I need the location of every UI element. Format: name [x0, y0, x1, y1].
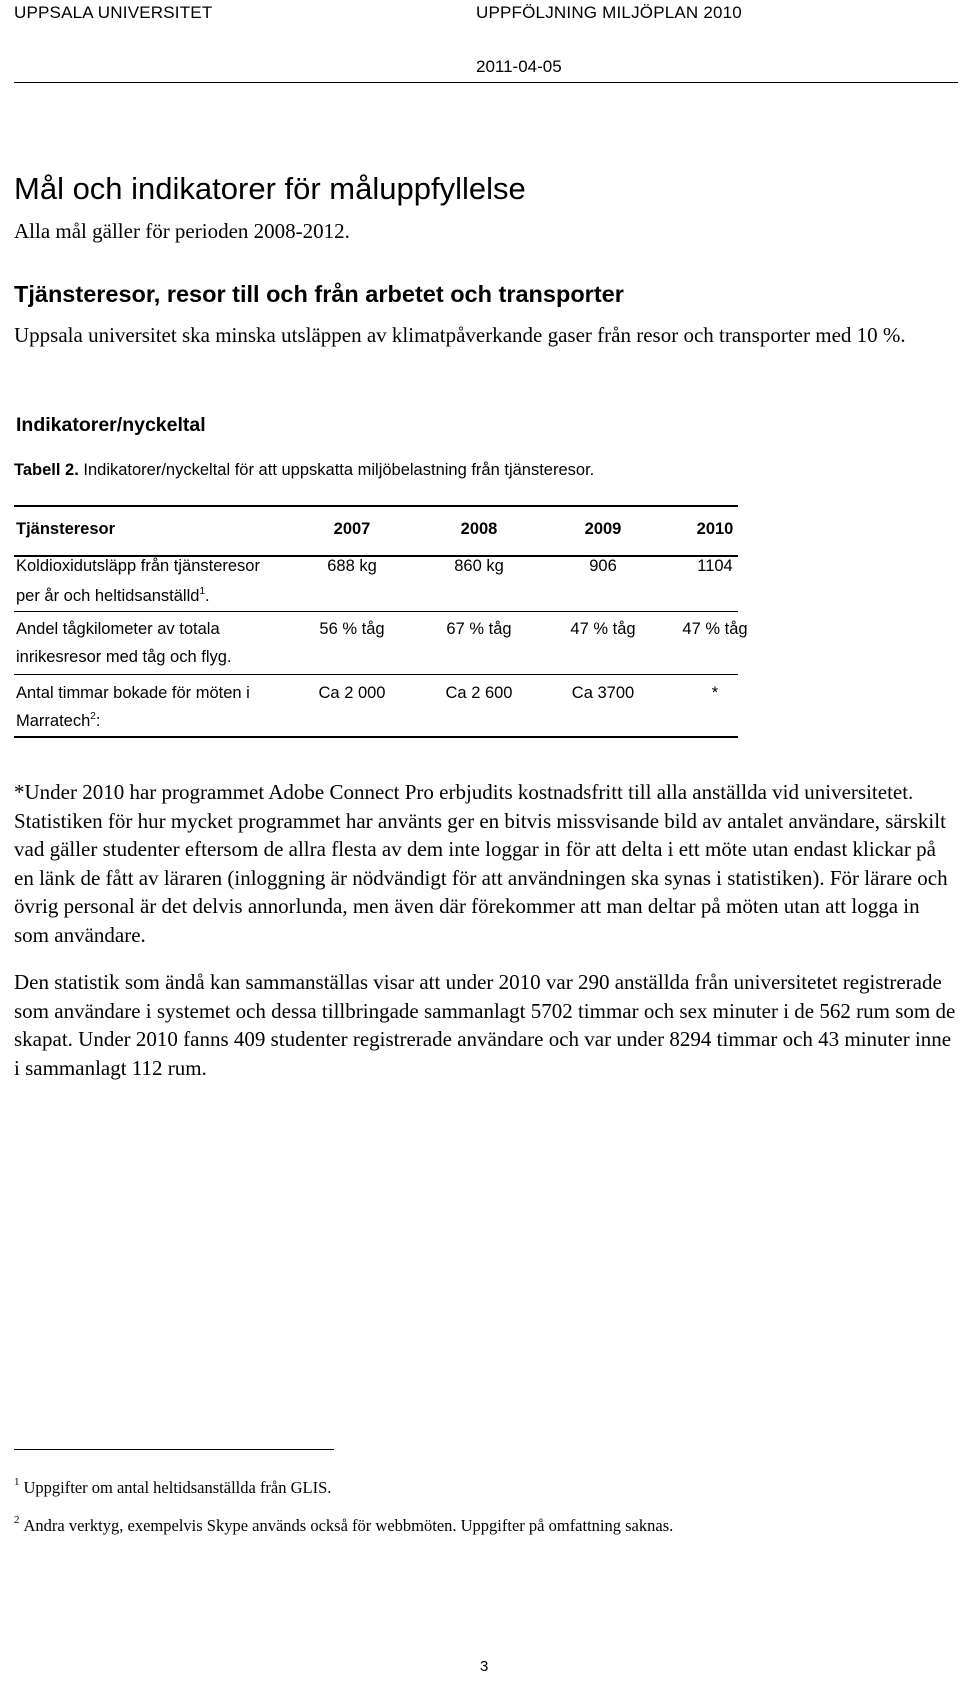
table-row-divider: [14, 674, 738, 675]
header-divider: [14, 82, 958, 83]
table-caption-text: Indikatorer/nyckeltal för att uppskatta miljöbelastning från tjänsteresor.: [78, 461, 595, 479]
row-value-2008: Ca 2 600: [445, 684, 513, 702]
page-number: 3: [480, 1658, 489, 1675]
row-value-2007: 688 kg: [327, 557, 377, 575]
page-title: Mål och indikatorer för måluppfyllelse: [14, 171, 526, 206]
row-label-line2: [16, 586, 210, 606]
footnote-ref: 1: [199, 586, 206, 597]
table-header-label: Tjänsteresor: [16, 520, 116, 538]
section-title: Tjänsteresor, resor till och från arbetet och transporter: [14, 281, 624, 307]
row-value-2009: 47 % tåg: [570, 620, 636, 638]
table-header-2010: 2010: [696, 520, 734, 538]
row-label-line2: [16, 711, 100, 731]
row-value-2009: Ca 3700: [571, 684, 635, 702]
note-paragraph: *Under 2010 har programmet Adobe Connect Pro erbjudits kostnadsfritt till alla anställda vid universitetet. Statistiken för hur mycket programmet har använts ger en bitvis missvisande bild av antalet användare, särskilt vad gäller studenter eftersom de allra flesta av dem inte loggar in för att delta i ett möte utan endast klickar på en länk de fått av läraren (inloggning är nödvändigt för att användningen ska synas i statistiken). För lärare och övrig personal är det delvis annorlunda, men även där förekommer att man deltar på möten utan att logga in som användare.: [14, 780, 948, 947]
header-document-title: UPPFÖLJNING MILJÖPLAN 2010: [476, 3, 742, 22]
footnote-ref: 2: [90, 711, 96, 722]
table-header-2009: 2009: [584, 520, 622, 538]
row-value-2007: 56 % tåg: [319, 620, 385, 638]
table-top-rule: [14, 505, 738, 507]
footnote-2: [14, 1514, 673, 1536]
subheading-indicators: Indikatorer/nyckeltal: [16, 414, 206, 436]
footnote-divider: [14, 1449, 334, 1450]
stats-paragraph: Den statistik som ändå kan sammanställas visar att under 2010 var 290 anställda från universitetet registrerade som användare i systemet och dessa tillbringade sammanlagt 5702 timmar och sex minuter i de 562 rum som de skapat. Under 2010 fanns 409 studenter registrerade användare och var under 8294 timmar och 43 minuter inne i sammanlagt 112 rum.: [14, 970, 956, 1080]
footnote-number: 1: [14, 1476, 20, 1488]
row-label-text: per år och heltidsanställd: [16, 587, 200, 605]
table-header-2007: 2007: [333, 520, 371, 538]
row-value-2010: 47 % tåg: [682, 620, 748, 638]
footnote-1: [14, 1476, 331, 1498]
table-caption-label: Tabell 2.: [14, 461, 79, 479]
header-date: 2011-04-05: [476, 57, 562, 76]
table-header-2008: 2008: [460, 520, 498, 538]
row-label-suffix: :: [95, 712, 101, 730]
header-organization: UPPSALA UNIVERSITET: [14, 3, 213, 22]
table-bottom-rule: [14, 736, 738, 738]
row-label-line1: Koldioxidutsläpp från tjänsteresor: [16, 557, 260, 575]
row-label-text: Marratech: [16, 712, 91, 730]
row-value-2007: Ca 2 000: [318, 684, 386, 702]
footnote-number: 2: [14, 1514, 20, 1526]
row-value-2010: *: [711, 684, 719, 702]
section-body: Uppsala universitet ska minska utsläppen av klimatpåverkande gaser från resor och transporter med 10 %.: [14, 323, 906, 347]
row-value-2008: 67 % tåg: [446, 620, 512, 638]
row-label-line1: Andel tågkilometer av totala: [16, 620, 220, 638]
row-label-line1: Antal timmar bokade för möten i: [16, 684, 250, 702]
table-row-divider: [14, 611, 738, 612]
row-label-line2: inrikesresor med tåg och flyg.: [16, 648, 232, 666]
row-value-2009: 906: [589, 557, 617, 575]
row-value-2010: 1104: [697, 557, 733, 575]
lead-text: Alla mål gäller för perioden 2008-2012.: [14, 219, 350, 243]
footnote-text: Andra verktyg, exempelvis Skype används också för webbmöten. Uppgifter på omfattning saknas.: [23, 1516, 674, 1535]
table-caption: [14, 461, 594, 480]
row-label-suffix: .: [205, 587, 210, 605]
footnote-text: Uppgifter om antal heltidsanställda från GLIS.: [23, 1478, 332, 1497]
row-value-2008: 860 kg: [454, 557, 504, 575]
